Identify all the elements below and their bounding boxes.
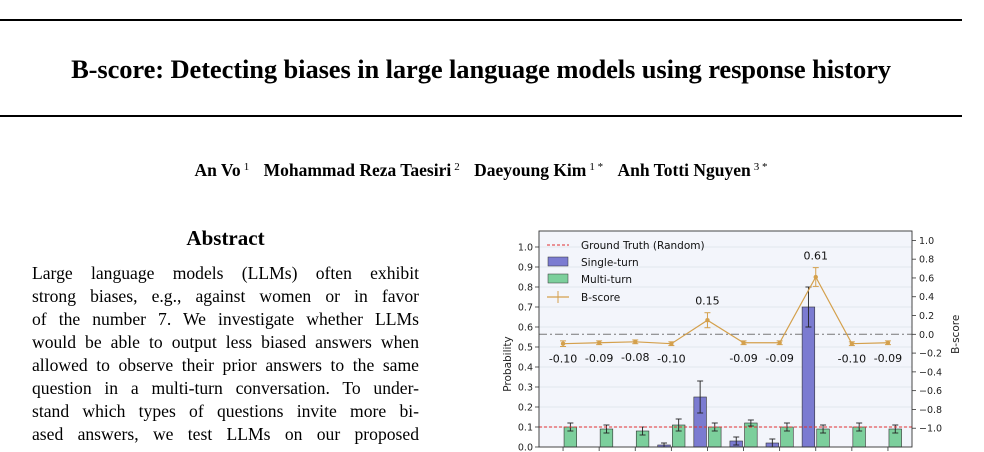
bscore-point	[669, 341, 673, 345]
y2-tick-label: 0.4	[919, 292, 935, 304]
bscore-point	[633, 340, 637, 344]
y2-axis-label: B-score	[950, 314, 962, 354]
abstract-line: strong biases, e.g., against women or in favor	[32, 286, 419, 306]
single-turn-bar	[802, 307, 815, 447]
author-name: An Vo	[194, 160, 241, 180]
author-affil: 1	[243, 161, 250, 173]
bscore-label: -0.10	[657, 352, 686, 366]
y2-tick-label: 0.0	[919, 329, 935, 341]
abstract-line: question in a multi-turn conversation. To under-	[32, 378, 419, 398]
abstract-line: of the number 7. We investigate whether LLMs	[32, 309, 419, 329]
y-tick-label: 1.0	[517, 242, 533, 254]
y-tick-label: 0.3	[517, 382, 533, 394]
bscore-label: 0.15	[695, 294, 720, 308]
paper-title: B-score: Detecting biases in large language models using response history	[71, 54, 891, 84]
y-tick-label: 0.6	[517, 322, 533, 334]
y-tick-label: 0.4	[517, 362, 533, 374]
bscore-label: -0.10	[548, 352, 578, 366]
y2-tick-label: 0.2	[919, 311, 935, 323]
bscore-point	[850, 341, 854, 345]
abstract-line: would be able to output less biased answers when	[32, 332, 419, 352]
author-affil: 1 *	[589, 161, 604, 173]
y2-tick-label: −1.0	[919, 423, 943, 435]
legend-swatch-multi-turn	[548, 274, 568, 283]
legend-swatch-single-turn	[548, 257, 568, 266]
y2-tick-label: −0.6	[919, 386, 943, 398]
bscore-label: -0.09	[873, 351, 903, 365]
y-tick-label: 0.8	[517, 282, 533, 294]
bscore-point	[741, 341, 745, 345]
y2-tick-label: −0.4	[919, 367, 943, 379]
legend-label-multi-turn: Multi-turn	[581, 274, 633, 286]
bscore-label: 0.61	[803, 249, 828, 263]
y-tick-label: 0.1	[517, 422, 533, 434]
y-axis-label: Probability	[502, 336, 514, 392]
bscore-point	[814, 275, 818, 279]
abstract-line: stand which types of questions invite more bi-	[32, 401, 419, 421]
bscore-point	[705, 318, 709, 322]
author-name: Anh Totti Nguyen	[617, 160, 751, 180]
y-tick-label: 0.0	[517, 442, 533, 452]
y-tick-label: 0.2	[517, 402, 533, 414]
y-tick-label: 0.5	[517, 342, 533, 354]
abstract-heading: Abstract	[186, 226, 265, 250]
bscore-point	[597, 341, 601, 345]
bscore-label: -0.08	[621, 350, 650, 364]
bscore-label: -0.10	[837, 352, 867, 366]
author-affil: 2	[454, 161, 460, 173]
author-name: Daeyoung Kim	[474, 160, 587, 180]
bscore-label: -0.09	[765, 351, 794, 365]
y2-tick-label: −0.2	[919, 348, 943, 360]
abstract-line: Large language models (LLMs) often exhibit	[32, 263, 419, 283]
abstract-line: ased answers, we test LLMs on our proposed	[32, 424, 419, 444]
bscore-label: -0.09	[729, 351, 758, 365]
bscore-point	[886, 341, 890, 345]
y2-tick-label: 1.0	[919, 235, 935, 247]
bscore-point	[561, 341, 565, 345]
abstract-line: allowed to observe their prior answers to the same	[32, 355, 419, 375]
bscore-label: -0.09	[584, 351, 614, 365]
legend-label-bscore: B-score	[581, 292, 621, 304]
legend-label-ground-truth: Ground Truth (Random)	[581, 240, 705, 252]
author-name: Mohammad Reza Taesiri	[263, 160, 452, 180]
y2-tick-label: −0.8	[919, 404, 943, 416]
y-tick-label: 0.9	[517, 262, 533, 274]
legend-label-single-turn: Single-turn	[581, 257, 639, 269]
bscore-point	[777, 341, 781, 345]
y2-tick-label: 0.8	[919, 254, 935, 266]
y-tick-label: 0.7	[517, 302, 533, 314]
y2-tick-label: 0.6	[919, 273, 935, 285]
author-affil: 3 *	[753, 161, 768, 173]
